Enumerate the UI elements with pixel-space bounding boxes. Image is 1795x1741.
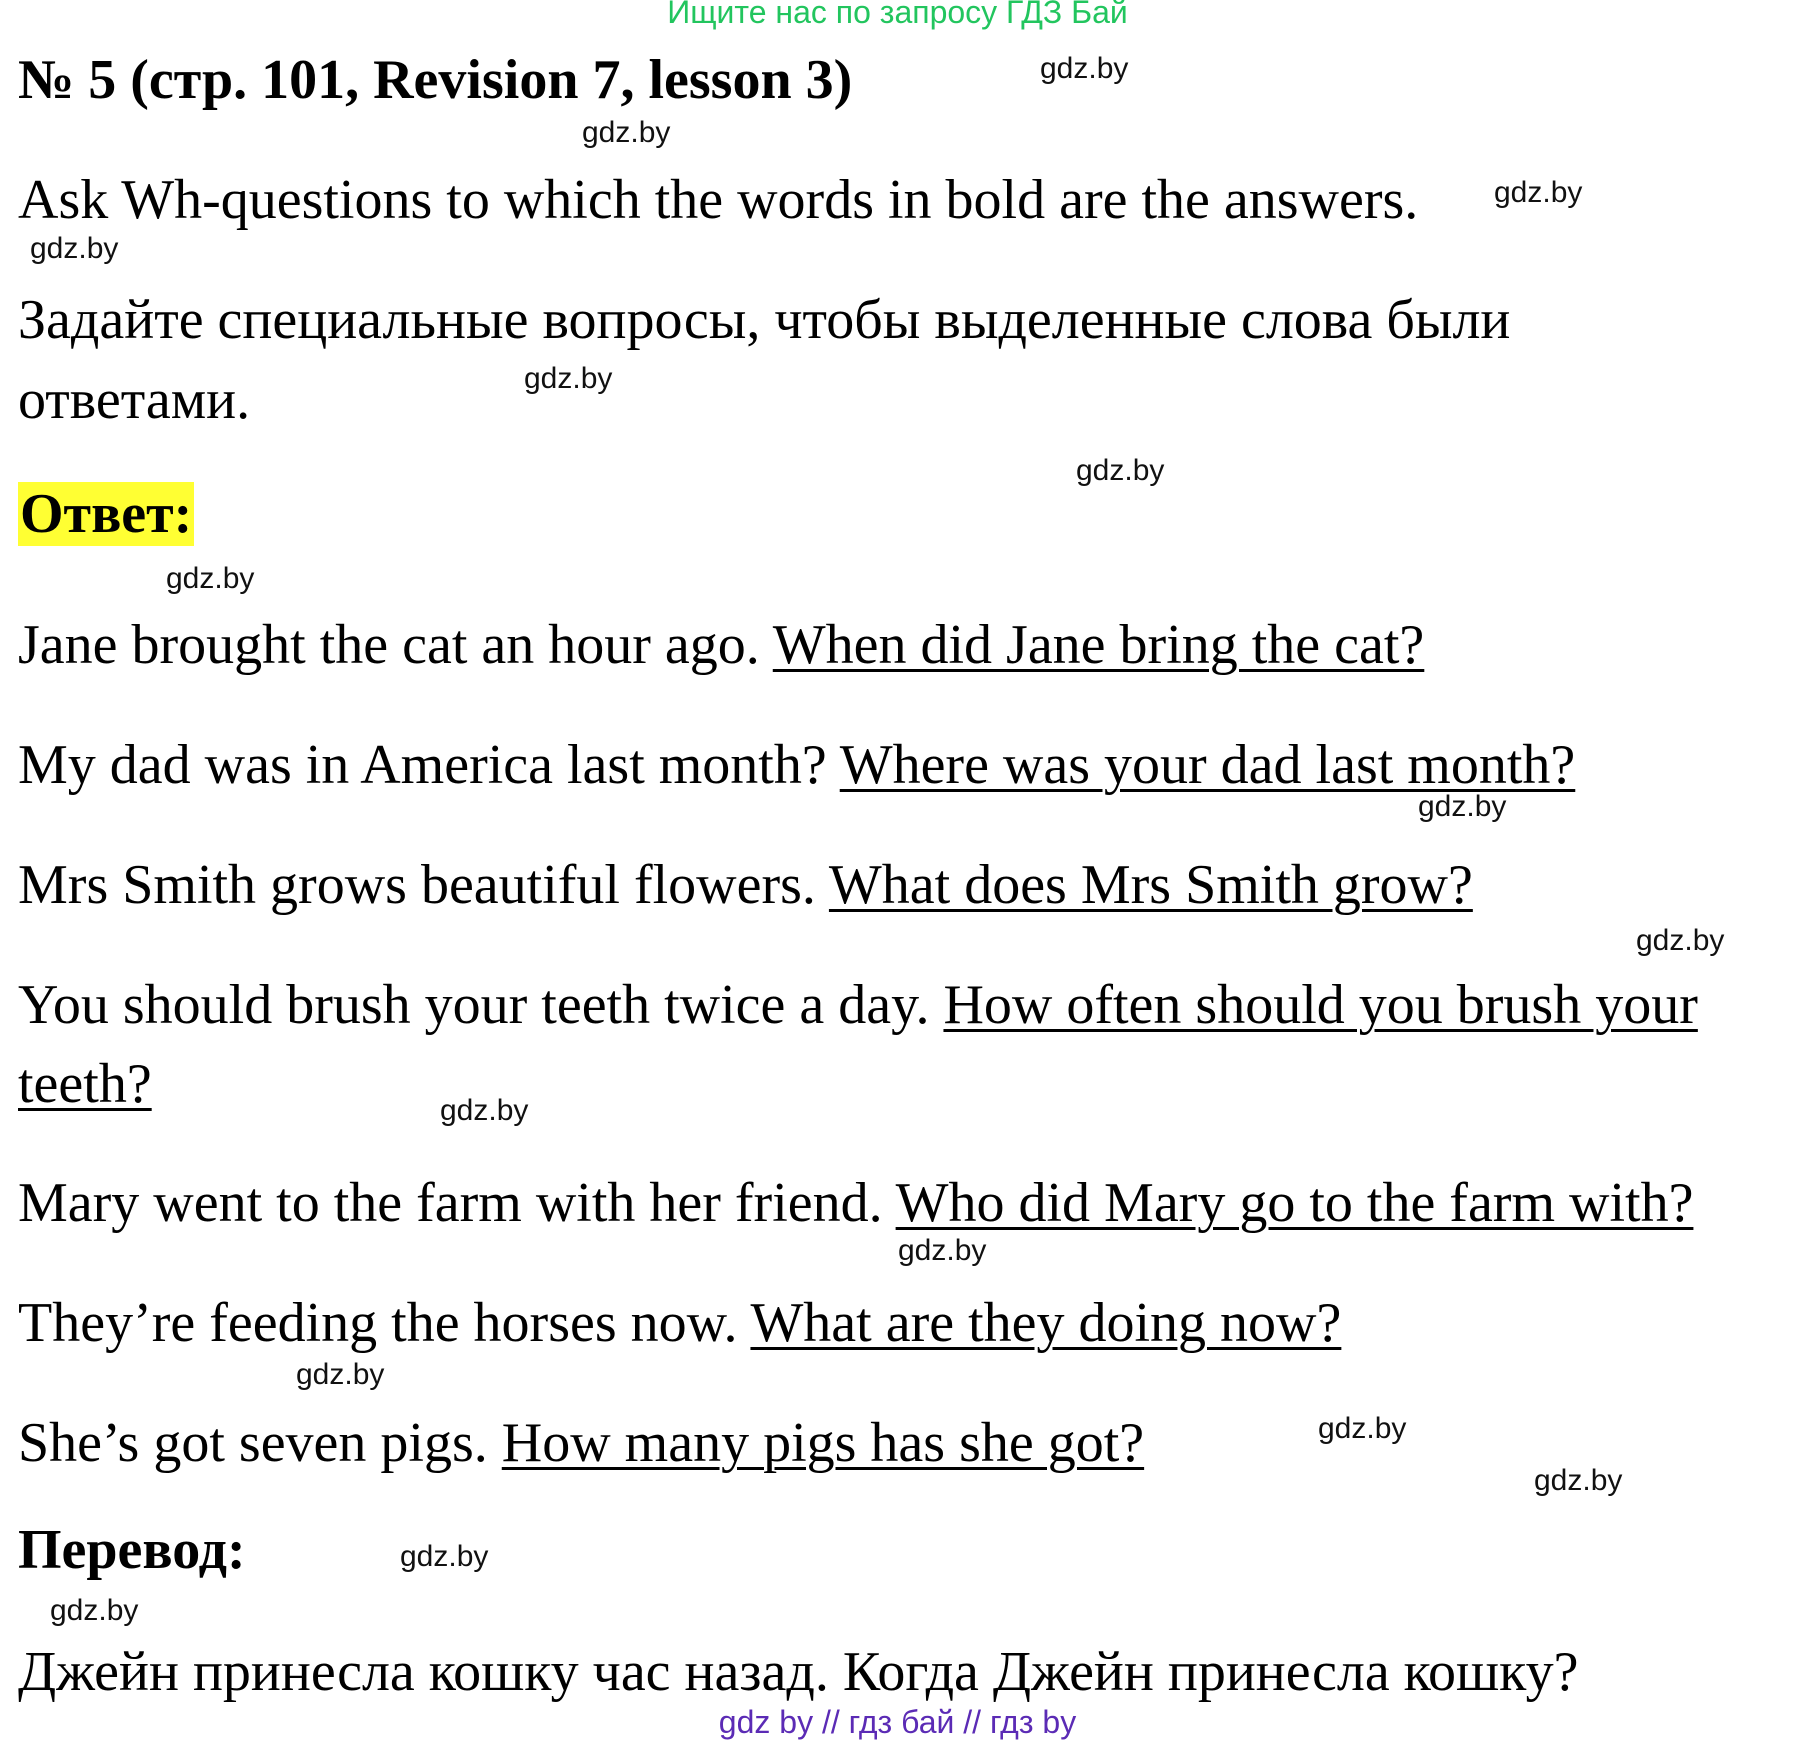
watermark: gdz.by	[166, 562, 255, 595]
watermark: gdz.by	[1418, 790, 1507, 823]
answer-item	[18, 606, 1788, 685]
answer-question: Who did Mary go to the farm with?	[895, 1172, 1694, 1234]
answer-item	[18, 726, 1788, 805]
answer-question: Where was your dad last month?	[839, 734, 1576, 796]
watermark: gdz.by	[1076, 454, 1165, 487]
answer-item	[18, 846, 1788, 925]
answer-question: What are they doing now?	[750, 1292, 1342, 1354]
instruction-english: Ask Wh-questions to which the words in bold are the answers.	[18, 169, 1419, 231]
instruction-russian-line-2: ответами.	[18, 369, 251, 431]
translation-line: Джейн принесла кошку час назад. Когда Джейн принесла кошку?	[18, 1641, 1579, 1703]
watermark: gdz.by	[1534, 1464, 1623, 1497]
exercise-title: № 5 (стр. 101, Revision 7, lesson 3)	[18, 49, 853, 111]
answer-label: Ответ:	[20, 483, 193, 545]
watermark: gdz.by	[582, 116, 671, 149]
answer-item	[18, 1284, 1788, 1363]
statement: You should brush your teeth twice a day.	[18, 974, 930, 1036]
statement: She’s got seven pigs.	[18, 1412, 488, 1474]
search-banner: Ищите нас по запросу ГДЗ Бай	[667, 0, 1128, 30]
watermark: gdz.by	[1636, 924, 1725, 957]
answer-question: What does Mrs Smith grow?	[828, 854, 1473, 916]
statement: My dad was in America last month?	[18, 734, 827, 796]
answer-item	[18, 1164, 1788, 1243]
instruction-russian-line-1: Задайте специальные вопросы, чтобы выделенные слова были	[18, 289, 1511, 351]
watermark: gdz.by	[1494, 176, 1583, 209]
translation-label: Перевод:	[18, 1519, 246, 1581]
watermark: gdz.by	[440, 1094, 529, 1127]
statement: Jane brought the cat an hour ago.	[18, 614, 760, 676]
watermark: gdz.by	[30, 232, 119, 265]
statement: They’re feeding the horses now.	[18, 1292, 738, 1354]
watermark: gdz.by	[898, 1234, 987, 1267]
watermark: gdz.by	[1318, 1412, 1407, 1445]
watermark: gdz.by	[524, 362, 613, 395]
watermark: gdz.by	[400, 1540, 489, 1573]
watermark: gdz.by	[296, 1358, 385, 1391]
answer-question: When did Jane bring the cat?	[772, 614, 1425, 676]
statement: Mary went to the farm with her friend.	[18, 1172, 883, 1234]
footer-watermark: gdz by // гдз бай // гдз by	[718, 1704, 1077, 1740]
answer-item	[18, 966, 1788, 1124]
statement: Mrs Smith grows beautiful flowers.	[18, 854, 816, 916]
watermark: gdz.by	[1040, 52, 1129, 85]
watermark: gdz.by	[50, 1594, 139, 1627]
answer-item	[18, 1404, 1788, 1483]
answer-question: How often should you brush your teeth?	[18, 974, 1698, 1115]
answer-question: How many pigs has she got?	[501, 1412, 1145, 1474]
